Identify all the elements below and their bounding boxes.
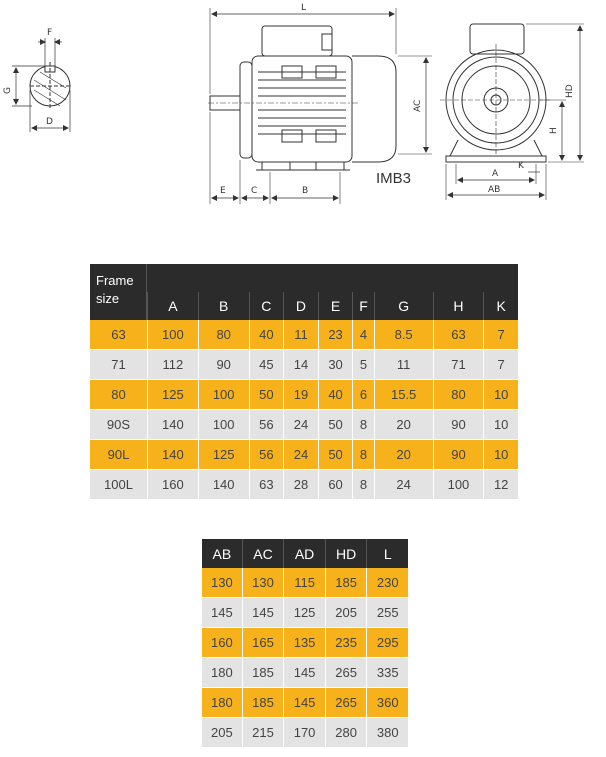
table-row xyxy=(202,658,408,688)
table-cell: 160 xyxy=(202,628,242,658)
table-cell: 100 xyxy=(198,410,249,440)
motor-dimension-drawing xyxy=(0,0,606,215)
table-cell: 19 xyxy=(283,380,318,410)
table-cell: 8 xyxy=(352,470,373,500)
column-header-b: B xyxy=(198,292,249,320)
table-cell: 56 xyxy=(249,410,284,440)
table-row xyxy=(90,320,518,350)
dim-label-c: C xyxy=(251,186,258,196)
table-cell: 135 xyxy=(283,628,325,658)
table-cell: 7 xyxy=(483,320,518,350)
dim-label-f: F xyxy=(47,28,53,38)
column-header-ab: AB xyxy=(202,539,242,568)
header-band xyxy=(147,264,518,292)
shaft-section-view xyxy=(12,38,70,132)
table-cell: 4 xyxy=(352,320,373,350)
table-cell: 265 xyxy=(325,688,367,718)
frame-size-cell: 90S xyxy=(90,410,147,440)
frame-size-cell: 80 xyxy=(90,380,147,410)
table-cell: 295 xyxy=(366,628,408,658)
table-row xyxy=(202,568,408,598)
table-cell: 90 xyxy=(198,350,249,380)
table-row xyxy=(202,598,408,628)
table-cell: 8 xyxy=(352,410,373,440)
table-cell: 130 xyxy=(202,568,242,598)
table-row xyxy=(90,410,518,440)
table-cell: 140 xyxy=(198,470,249,500)
table-cell: 180 xyxy=(202,688,242,718)
column-header-ac: AC xyxy=(242,539,284,568)
table-cell: 6 xyxy=(352,380,373,410)
table-cell: 185 xyxy=(325,568,367,598)
table-cell: 28 xyxy=(283,470,318,500)
dim-label-ab: AB xyxy=(488,185,501,195)
table-cell: 185 xyxy=(242,658,284,688)
table-cell: 100 xyxy=(147,320,198,350)
dim-label-e: E xyxy=(220,186,226,196)
column-header-g: G xyxy=(374,292,433,320)
dim-label-h: H xyxy=(549,127,559,134)
table-cell: 80 xyxy=(433,380,484,410)
table-cell: 24 xyxy=(374,470,433,500)
table-cell: 145 xyxy=(242,598,284,628)
dim-label-g: G xyxy=(3,87,13,94)
table-cell: 14 xyxy=(283,350,318,380)
table-cell: 125 xyxy=(198,440,249,470)
table-cell: 80 xyxy=(198,320,249,350)
table-cell: 10 xyxy=(483,440,518,470)
table-cell: 335 xyxy=(366,658,408,688)
frame-size-cell: 63 xyxy=(90,320,147,350)
mounting-type-label: IMB3 xyxy=(376,170,412,187)
table-cell: 20 xyxy=(374,410,433,440)
frame-dimensions-table xyxy=(90,264,518,500)
table-cell: 24 xyxy=(283,410,318,440)
table-cell: 100 xyxy=(433,470,484,500)
column-header-f: F xyxy=(352,292,373,320)
table-cell: 15.5 xyxy=(374,380,433,410)
dim-label-ac: AC xyxy=(413,99,423,112)
table-cell: 230 xyxy=(366,568,408,598)
table-cell: 40 xyxy=(249,320,284,350)
dim-label-l: L xyxy=(301,3,307,13)
table-cell: 63 xyxy=(433,320,484,350)
table-cell: 50 xyxy=(249,380,284,410)
table-cell: 380 xyxy=(366,718,408,748)
table-cell: 90 xyxy=(433,440,484,470)
table-cell: 12 xyxy=(483,470,518,500)
dim-label-d: D xyxy=(46,117,53,127)
column-header-a: A xyxy=(147,292,198,320)
table-row xyxy=(202,688,408,718)
table-cell: 145 xyxy=(202,598,242,628)
table-cell: 160 xyxy=(147,470,198,500)
table-cell: 280 xyxy=(325,718,367,748)
table-cell: 205 xyxy=(202,718,242,748)
table-cell: 265 xyxy=(325,658,367,688)
table-cell: 20 xyxy=(374,440,433,470)
table-cell: 5 xyxy=(352,350,373,380)
overall-dimensions-table xyxy=(202,539,408,748)
table-row xyxy=(90,380,518,410)
table-cell: 125 xyxy=(283,598,325,628)
table-cell: 100 xyxy=(198,380,249,410)
table-row xyxy=(90,440,518,470)
table-cell: 50 xyxy=(318,440,353,470)
table-cell: 140 xyxy=(147,410,198,440)
column-header-e: E xyxy=(318,292,353,320)
table-row xyxy=(90,470,518,500)
table-cell: 360 xyxy=(366,688,408,718)
table-cell: 170 xyxy=(283,718,325,748)
dim-label-hd: HD xyxy=(565,84,575,98)
table-cell: 60 xyxy=(318,470,353,500)
column-header-k: K xyxy=(483,292,518,320)
dim-label-k: K xyxy=(518,161,524,171)
column-header-h: H xyxy=(433,292,484,320)
table-cell: 71 xyxy=(433,350,484,380)
table-cell: 185 xyxy=(242,688,284,718)
table-cell: 45 xyxy=(249,350,284,380)
table-cell: 130 xyxy=(242,568,284,598)
table-cell: 10 xyxy=(483,380,518,410)
table-cell: 40 xyxy=(318,380,353,410)
table-row xyxy=(202,628,408,658)
frame-size-cell: 100L xyxy=(90,470,147,500)
table-cell: 30 xyxy=(318,350,353,380)
table-cell: 56 xyxy=(249,440,284,470)
table-cell: 145 xyxy=(283,688,325,718)
table-cell: 205 xyxy=(325,598,367,628)
frame-size-cell: 90L xyxy=(90,440,147,470)
frame-size-cell: 71 xyxy=(90,350,147,380)
table-cell: 235 xyxy=(325,628,367,658)
column-header-c: C xyxy=(249,292,284,320)
table-cell: 140 xyxy=(147,440,198,470)
column-header-ad: AD xyxy=(283,539,325,568)
table-cell: 7 xyxy=(483,350,518,380)
table-cell: 8 xyxy=(352,440,373,470)
table-cell: 255 xyxy=(366,598,408,628)
motor-front-view xyxy=(440,24,584,200)
table-cell: 90 xyxy=(433,410,484,440)
table-cell: 11 xyxy=(283,320,318,350)
table-cell: 11 xyxy=(374,350,433,380)
table-cell: 24 xyxy=(283,440,318,470)
column-header-d: D xyxy=(283,292,318,320)
table-cell: 10 xyxy=(483,410,518,440)
table-cell: 215 xyxy=(242,718,284,748)
column-header-hd: HD xyxy=(325,539,367,568)
table-cell: 180 xyxy=(202,658,242,688)
column-header-l: L xyxy=(366,539,408,568)
table-cell: 115 xyxy=(283,568,325,598)
frame-size-header: Frame size xyxy=(90,264,147,320)
table-row xyxy=(202,718,408,748)
table-cell: 50 xyxy=(318,410,353,440)
table-cell: 112 xyxy=(147,350,198,380)
dim-label-b: B xyxy=(302,186,309,196)
table-cell: 23 xyxy=(318,320,353,350)
table-row xyxy=(90,350,518,380)
table-cell: 8.5 xyxy=(374,320,433,350)
table-cell: 165 xyxy=(242,628,284,658)
table-cell: 125 xyxy=(147,380,198,410)
dim-label-a: A xyxy=(492,169,499,179)
table-cell: 63 xyxy=(249,470,284,500)
table-cell: 145 xyxy=(283,658,325,688)
